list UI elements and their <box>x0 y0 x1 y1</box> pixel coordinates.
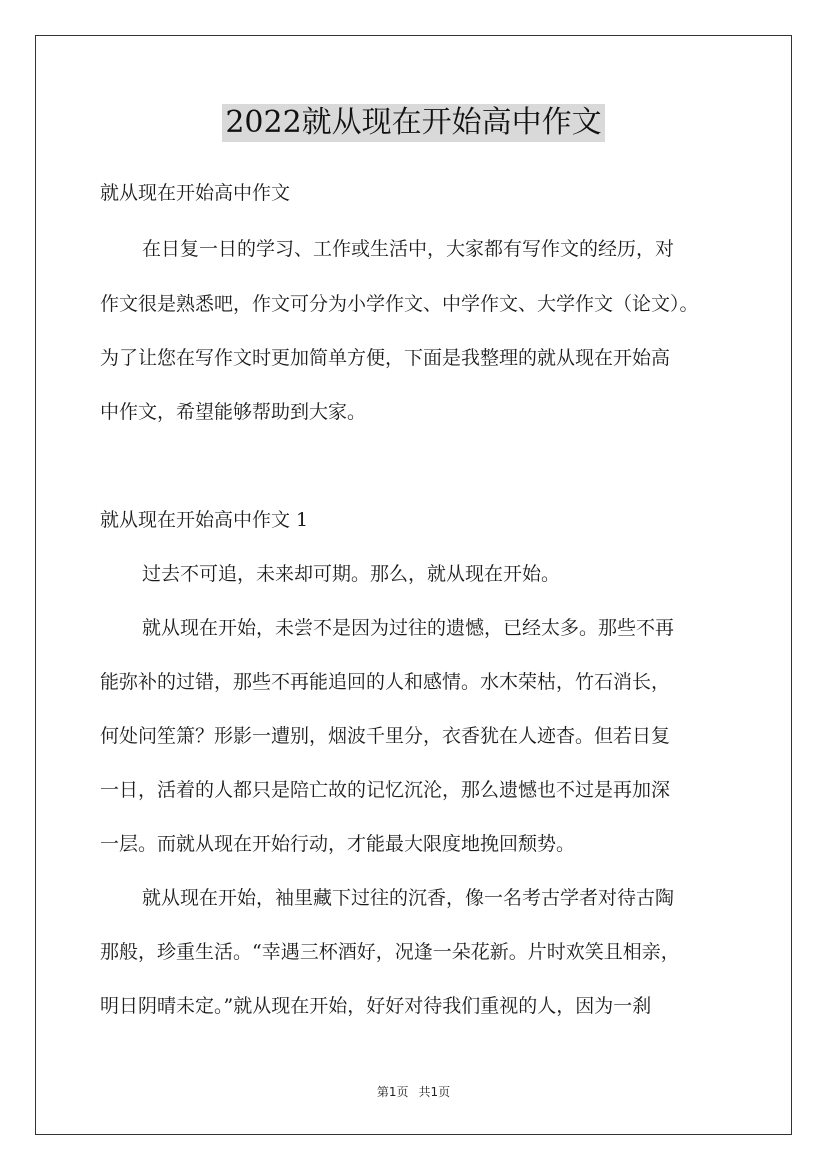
title-container <box>0 104 827 142</box>
paragraph-line: 何处问笙箫？形影一遭别，烟波千里分，衣香犹在人迹杳。但若日复 <box>100 725 671 747</box>
page-footer <box>0 1084 827 1100</box>
paragraph-line: 就从现在开始，未尝不是因为过往的遗憾，已经太多。那些不再 <box>142 617 675 639</box>
paragraph-line: 为了让您在写作文时更加简单方便，下面是我整理的就从现在开始高 <box>100 347 671 369</box>
paragraph-line: 明日阴晴未定。”就从现在开始，好好对待我们重视的人，因为一刹 <box>100 995 652 1017</box>
document-title: 2022就从现在开始高中作文 <box>222 104 604 142</box>
paragraph-line: 作文很是熟悉吧，作文可分为小学作文、中学作文、大学作文（论文）。 <box>100 293 699 315</box>
page-total: 共1页 <box>418 1085 451 1099</box>
paragraph-line: 中作文，希望能够帮助到大家。 <box>100 401 367 423</box>
paragraph-line: 那般，珍重生活。“幸遇三杯酒好，况逢一朵花新。片时欢笑且相亲， <box>100 941 680 963</box>
paragraph-line: 一日，活着的人都只是陪亡故的记忆沉沦，那么遗憾也不过是再加深 <box>100 779 671 801</box>
section-heading: 就从现在开始高中作文 <box>100 182 291 204</box>
paragraph-line: 一层。而就从现在开始行动，才能最大限度地挽回颓势。 <box>100 833 576 855</box>
paragraph-line: 在日复一日的学习、工作或生活中，大家都有写作文的经历，对 <box>142 238 675 260</box>
section-heading: 就从现在开始高中作文 1 <box>100 509 309 531</box>
paragraph-line: 能弥补的过错，那些不再能追回的人和感情。水木荣枯，竹石消长， <box>100 671 671 693</box>
paragraph-line: 过去不可追，未来却可期。那么，就从现在开始。 <box>142 563 561 585</box>
paragraph-line: 就从现在开始，袖里藏下过往的沉香，像一名考古学者对待古陶 <box>142 887 675 909</box>
page-number: 第1页 <box>376 1085 409 1099</box>
